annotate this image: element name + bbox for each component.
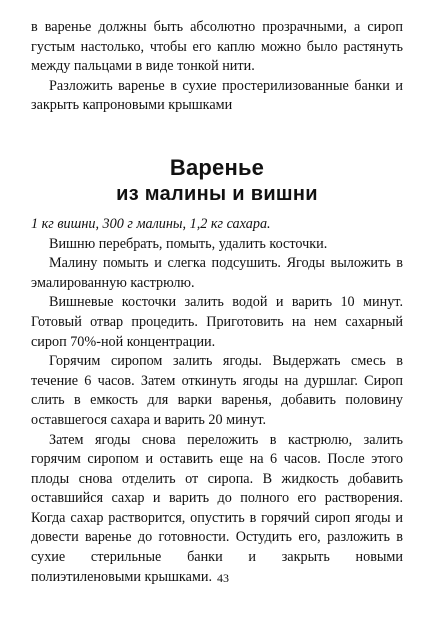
continued-paragraph: в варенье должны быть абсолютно прозрачными, а сироп густым настолько, чтобы его каплю можно было растянуть между пальцами в виде тонкой нити. <box>31 19 403 75</box>
recipe-step: Малину помыть и слегка подсушить. Ягоды выложить в эмалированную кастрюлю. <box>31 255 403 291</box>
recipe-step: Затем ягоды снова переложить в кастрюлю, залить горячим сиропом и оставить еще на 6 часов. После этого плоды снова отделить от сиропа. В жидкость добавить оставшийся сахар и варить до полного его растворения. Когда сахар растворится, опустить в горячий сироп ягоды и довести варенье до готовности. Остудить его, разложить в сухие стерильные банки и закрыть новыми полиэтиленовыми крышками. <box>31 431 403 585</box>
book-page <box>31 18 403 587</box>
recipe-title-line2: из малины и вишни <box>116 182 318 205</box>
recipe-title <box>31 154 403 207</box>
ingredients-line: 1 кг вишни, 300 г малины, 1,2 кг сахара. <box>31 215 271 232</box>
recipe-step: Вишневые косточки залить водой и варить 10 минут. Готовый отвар процедить. Приготовить на нем сахарный сироп 70%-ной концентрации. <box>31 294 403 350</box>
recipe-title-line1: Варенье <box>169 154 265 180</box>
page-number: 43 <box>217 571 229 585</box>
recipe-step: Горячим сиропом залить ягоды. Выдержать смесь в течение 6 часов. Затем откинуть ягоды на дуршлаг. Сироп слить в емкость для варки варенья, добавить половину оставшегося сахара и варить 20 минут. <box>31 353 403 428</box>
recipe-step: Вишню перебрать, помыть, удалить косточки. <box>49 235 328 252</box>
continued-instruction: Разложить варенье в сухие простерилизованные банки и закрыть капроновыми крышками <box>31 77 403 114</box>
